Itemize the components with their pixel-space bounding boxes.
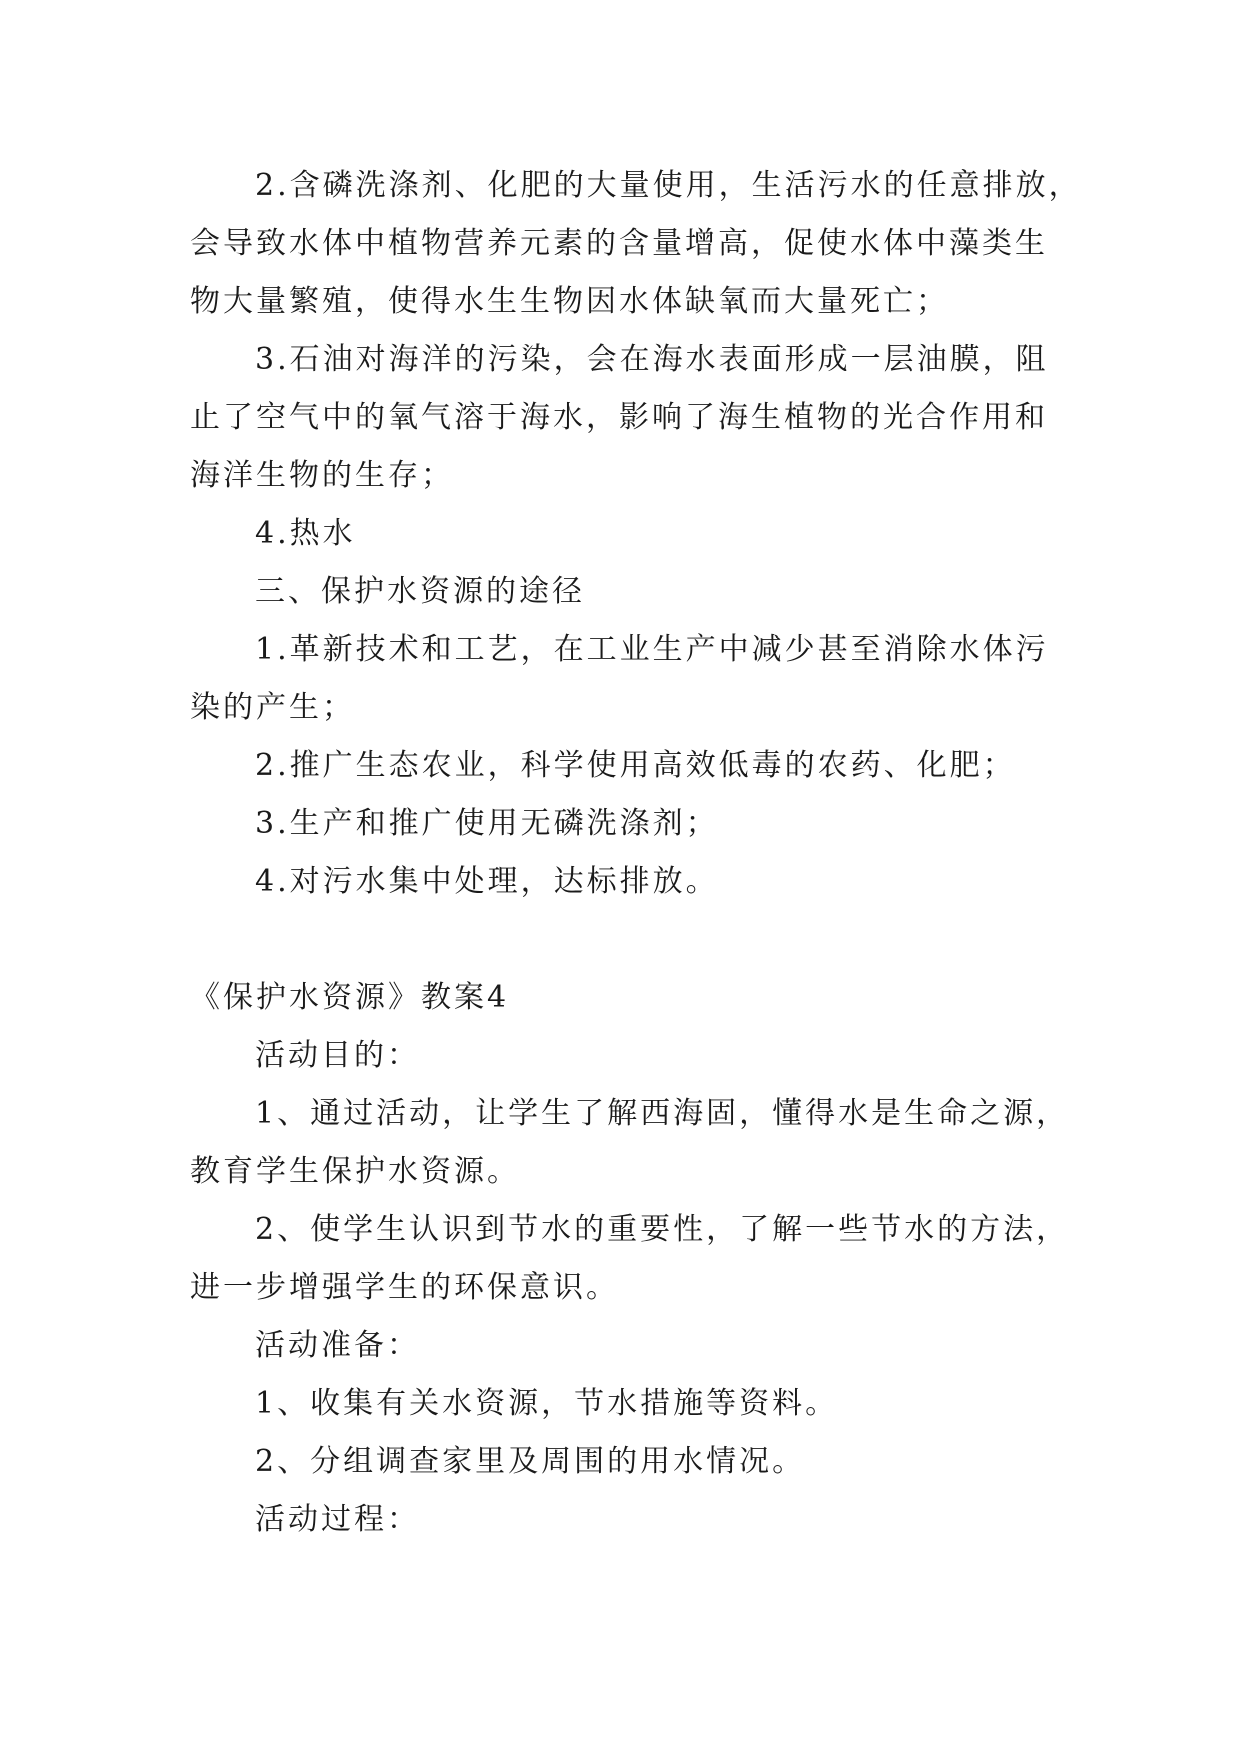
section-heading: 活动过程： [255,1502,420,1537]
section-heading: 活动准备： [255,1328,420,1363]
paragraph-line: 进一步增强学生的环保意识。 [190,1270,619,1305]
paragraph-line: 教育学生保护水资源。 [190,1154,520,1189]
paragraph-line: 染的产生； [190,690,355,725]
paragraph-line: 止了空气中的氧气溶于海水，影响了海生植物的光合作用和 [190,400,1048,435]
paragraph-line: 会导致水体中植物营养元素的含量增高，促使水体中藻类生 [190,226,1048,261]
paragraph-line: 4.热水 [255,516,356,551]
paragraph-line: 2.推广生态农业，科学使用高效低毒的农药、化肥； [255,748,1016,783]
section-heading: 三、保护水资源的途径 [255,574,585,609]
paragraph-line: 2、分组调查家里及周围的用水情况。 [255,1444,806,1479]
paragraph-line: 4.对污水集中处理，达标排放。 [255,864,719,899]
paragraph-line: 3.生产和推广使用无磷洗涤剂； [255,806,719,841]
paragraph-line: 海洋生物的生存； [190,458,454,493]
paragraph-line: 2、使学生认识到节水的重要性，了解一些节水的方法， [255,1212,1070,1247]
document-title: 《保护水资源》教案4 [190,980,510,1015]
paragraph-line: 2.含磷洗涤剂、化肥的大量使用，生活污水的任意排放， [255,168,1082,203]
paragraph-line: 1、通过活动，让学生了解西海固，懂得水是生命之源， [255,1096,1070,1131]
paragraph-line: 3.石油对海洋的污染，会在海水表面形成一层油膜，阻 [255,342,1049,377]
paragraph-line: 物大量繁殖，使得水生生物因水体缺氧而大量死亡； [190,284,949,319]
section-heading: 活动目的： [255,1038,420,1073]
paragraph-line: 1、收集有关水资源，节水措施等资料。 [255,1386,839,1421]
paragraph-line: 1.革新技术和工艺，在工业生产中减少甚至消除水体污 [255,632,1049,667]
